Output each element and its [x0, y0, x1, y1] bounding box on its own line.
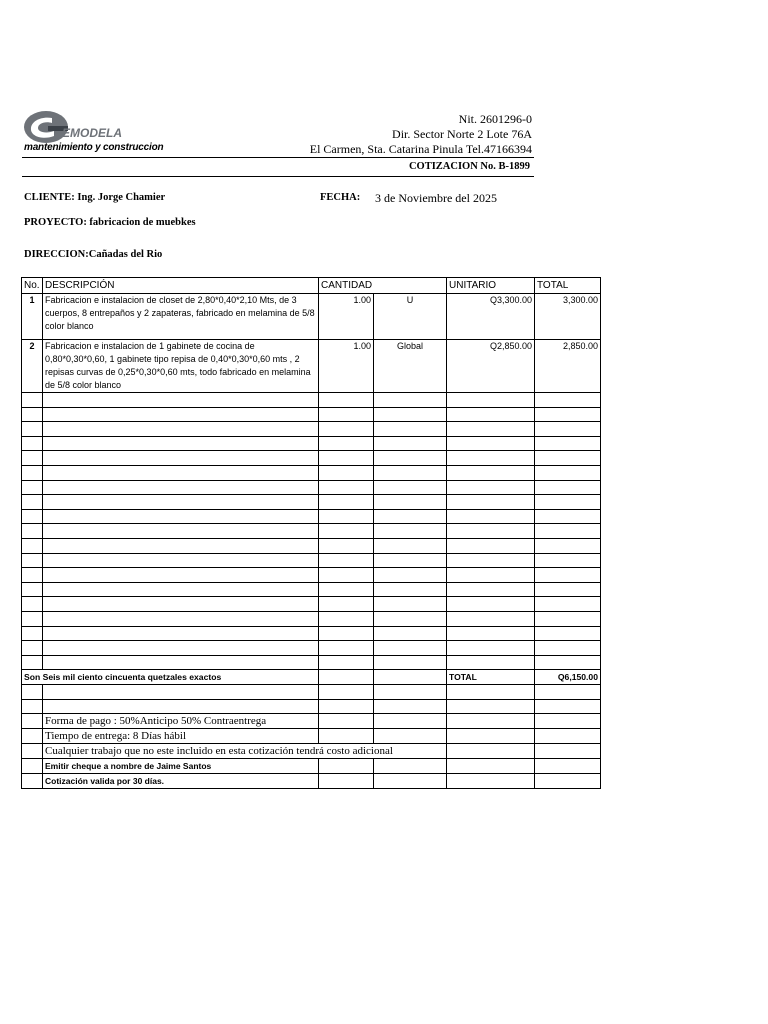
empty-cell	[43, 436, 319, 451]
table-row	[22, 568, 601, 583]
empty-cell	[447, 524, 535, 539]
validity-note: Cotización valida por 30 días.	[43, 774, 319, 789]
table-row	[22, 582, 601, 597]
empty-cell	[22, 597, 43, 612]
table-row	[22, 626, 601, 641]
empty-cell	[535, 422, 601, 437]
quote-table	[21, 277, 601, 789]
empty-cell	[447, 553, 535, 568]
note-row	[22, 744, 601, 759]
table-row	[22, 294, 601, 340]
empty-cell	[43, 597, 319, 612]
empty-cell	[447, 641, 535, 656]
empty-cell	[447, 407, 535, 422]
table-row	[22, 597, 601, 612]
empty-cell	[447, 597, 535, 612]
empty-cell	[43, 538, 319, 553]
table-row	[22, 699, 601, 714]
table-row	[22, 524, 601, 539]
empty-cell	[22, 626, 43, 641]
empty-cell	[319, 480, 374, 495]
note-row	[22, 729, 601, 744]
item-number: 2	[22, 340, 43, 393]
empty-cell	[374, 407, 447, 422]
empty-cell	[535, 480, 601, 495]
item-number: 1	[22, 294, 43, 340]
empty-cell	[447, 480, 535, 495]
empty-cell	[374, 655, 447, 670]
empty-cell	[43, 626, 319, 641]
empty-cell	[22, 582, 43, 597]
client-label: CLIENTE: Ing. Jorge Chamier	[24, 192, 166, 203]
empty-cell	[43, 524, 319, 539]
empty-cell	[535, 655, 601, 670]
note-row	[22, 759, 601, 774]
payment-terms: Forma de pago : 50%Anticipo 50% Contraentrega	[43, 714, 319, 729]
empty-cell	[535, 393, 601, 408]
table-row	[22, 685, 601, 700]
empty-cell	[374, 524, 447, 539]
empty-cell	[22, 451, 43, 466]
empty-cell	[43, 393, 319, 408]
empty-cell	[319, 465, 374, 480]
company-address-2: El Carmen, Sta. Catarina Pinula Tel.47166394	[309, 142, 532, 156]
empty-cell	[43, 422, 319, 437]
empty-cell	[22, 407, 43, 422]
empty-cell	[319, 655, 374, 670]
project-label: PROYECTO: fabricacion de muebkes	[24, 217, 196, 228]
company-subtitle: mantenimiento y construccion	[24, 142, 164, 153]
empty-cell	[374, 626, 447, 641]
empty-cell	[535, 524, 601, 539]
empty-cell	[319, 407, 374, 422]
table-row	[22, 641, 601, 656]
header-description: DESCRIPCIÓN	[43, 278, 319, 294]
header-quantity: CANTIDAD	[319, 278, 447, 294]
note-row	[22, 714, 601, 729]
total-spacer	[374, 670, 447, 685]
amount-in-words: Son Seis mil ciento cincuenta quetzales exactos	[22, 670, 319, 685]
item-unit: Global	[374, 340, 447, 393]
item-description: Fabricacion e instalacion de closet de 2,80*0,40*2,10 Mts, de 3 cuerpos, 8 entrepaños y 2 zapateras, fabricado en melamina de 5/8 color blanco	[43, 294, 319, 340]
empty-cell	[535, 641, 601, 656]
empty-cell	[319, 393, 374, 408]
empty-cell	[22, 538, 43, 553]
empty-cell	[43, 465, 319, 480]
empty-cell	[43, 611, 319, 626]
empty-cell	[447, 582, 535, 597]
table-row	[22, 393, 601, 408]
empty-cell	[43, 509, 319, 524]
empty-cell	[22, 465, 43, 480]
header-divider-bottom	[22, 176, 534, 177]
empty-cell	[447, 451, 535, 466]
item-quantity: 1.00	[319, 294, 374, 340]
empty-cell	[319, 582, 374, 597]
empty-cell	[447, 568, 535, 583]
empty-cell	[22, 495, 43, 510]
empty-cell	[22, 436, 43, 451]
empty-cell	[535, 568, 601, 583]
empty-cell	[535, 436, 601, 451]
empty-cell	[22, 568, 43, 583]
quote-number: COTIZACION No. B-1899	[408, 161, 530, 172]
empty-cell	[43, 407, 319, 422]
empty-cell	[319, 568, 374, 583]
table-row	[22, 538, 601, 553]
table-header-row	[22, 278, 601, 294]
item-total: 3,300.00	[535, 294, 601, 340]
empty-cell	[447, 436, 535, 451]
empty-cell	[535, 582, 601, 597]
header-total: TOTAL	[535, 278, 601, 294]
item-description: Fabricacion e instalacion de 1 gabinete de cocina de 0,80*0,30*0,60, 1 gabinete tipo repisa de 0,40*0,30*0,60 mts , 2 repisas curvas de 0,25*0,30*0,60 mts, todo fabricado en melamina de 5/8 color blanco	[43, 340, 319, 393]
empty-cell	[22, 480, 43, 495]
empty-cell	[535, 538, 601, 553]
empty-cell	[22, 509, 43, 524]
empty-cell	[374, 538, 447, 553]
date-value: 3 de Noviembre del 2025	[375, 191, 497, 205]
total-label: TOTAL	[447, 670, 535, 685]
empty-rows	[22, 393, 601, 670]
empty-cell	[43, 655, 319, 670]
empty-cell	[374, 568, 447, 583]
empty-cell	[447, 495, 535, 510]
empty-cell	[319, 538, 374, 553]
empty-cell	[535, 465, 601, 480]
empty-cell	[319, 451, 374, 466]
empty-cell	[43, 582, 319, 597]
date-label: FECHA:	[320, 192, 361, 203]
extra-work-note: Cualquier trabajo que no este incluido en esta cotización tendrá costo adicional	[43, 744, 447, 759]
header-divider-top	[22, 157, 534, 158]
table-row	[22, 495, 601, 510]
empty-cell	[22, 422, 43, 437]
empty-cell	[319, 597, 374, 612]
empty-cell	[374, 495, 447, 510]
empty-cell	[447, 538, 535, 553]
item-unit-price: Q2,850.00	[447, 340, 535, 393]
company-nit: Nit. 2601296-0	[458, 112, 532, 126]
empty-cell	[22, 641, 43, 656]
empty-cell	[43, 495, 319, 510]
table-row	[22, 655, 601, 670]
empty-cell	[319, 524, 374, 539]
item-unit-price: Q3,300.00	[447, 294, 535, 340]
item-unit: U	[374, 294, 447, 340]
empty-cell	[535, 451, 601, 466]
total-spacer	[319, 670, 374, 685]
table-row	[22, 611, 601, 626]
item-total: 2,850.00	[535, 340, 601, 393]
empty-cell	[374, 393, 447, 408]
logo-text: EMODELA	[62, 126, 122, 140]
table-row	[22, 480, 601, 495]
empty-cell	[374, 553, 447, 568]
empty-cell	[374, 597, 447, 612]
empty-cell	[319, 611, 374, 626]
empty-cell	[43, 553, 319, 568]
empty-cell	[535, 626, 601, 641]
empty-cell	[535, 495, 601, 510]
empty-cell	[374, 436, 447, 451]
total-value: Q6,150.00	[535, 670, 601, 685]
empty-cell	[319, 553, 374, 568]
header-no: No.	[22, 278, 43, 294]
empty-cell	[319, 436, 374, 451]
empty-cell	[22, 553, 43, 568]
empty-cell	[374, 465, 447, 480]
empty-cell	[374, 611, 447, 626]
table-row	[22, 451, 601, 466]
empty-cell	[22, 655, 43, 670]
empty-cell	[447, 465, 535, 480]
table-row	[22, 407, 601, 422]
empty-cell	[319, 626, 374, 641]
table-row	[22, 422, 601, 437]
empty-cell	[374, 422, 447, 437]
note-row	[22, 774, 601, 789]
empty-cell	[447, 655, 535, 670]
header-unit-price: UNITARIO	[447, 278, 535, 294]
empty-cell	[447, 611, 535, 626]
empty-cell	[319, 495, 374, 510]
empty-cell	[43, 480, 319, 495]
table-row	[22, 340, 601, 393]
empty-cell	[535, 553, 601, 568]
empty-cell	[447, 393, 535, 408]
empty-cell	[535, 407, 601, 422]
empty-cell	[374, 582, 447, 597]
address-label: DIRECCION:Cañadas del Rio	[24, 249, 163, 260]
total-row	[22, 670, 601, 685]
empty-cell	[535, 611, 601, 626]
delivery-time: Tiempo de entrega: 8 Días hábil	[43, 729, 319, 744]
empty-cell	[43, 568, 319, 583]
empty-cell	[22, 524, 43, 539]
empty-cell	[535, 597, 601, 612]
empty-cell	[319, 422, 374, 437]
cheque-note: Emitir cheque a nombre de Jaime Santos	[43, 759, 319, 774]
empty-cell	[447, 509, 535, 524]
empty-cell	[447, 422, 535, 437]
item-quantity: 1.00	[319, 340, 374, 393]
empty-cell	[447, 626, 535, 641]
company-address-1: Dir. Sector Norte 2 Lote 76A	[392, 127, 532, 141]
empty-cell	[535, 509, 601, 524]
empty-cell	[319, 641, 374, 656]
empty-cell	[319, 509, 374, 524]
empty-cell	[374, 641, 447, 656]
empty-cell	[22, 611, 43, 626]
empty-cell	[374, 480, 447, 495]
table-row	[22, 509, 601, 524]
empty-cell	[43, 451, 319, 466]
empty-cell	[374, 509, 447, 524]
empty-cell	[374, 451, 447, 466]
table-row	[22, 436, 601, 451]
table-row	[22, 465, 601, 480]
table-row	[22, 553, 601, 568]
empty-cell	[22, 393, 43, 408]
empty-cell	[43, 641, 319, 656]
